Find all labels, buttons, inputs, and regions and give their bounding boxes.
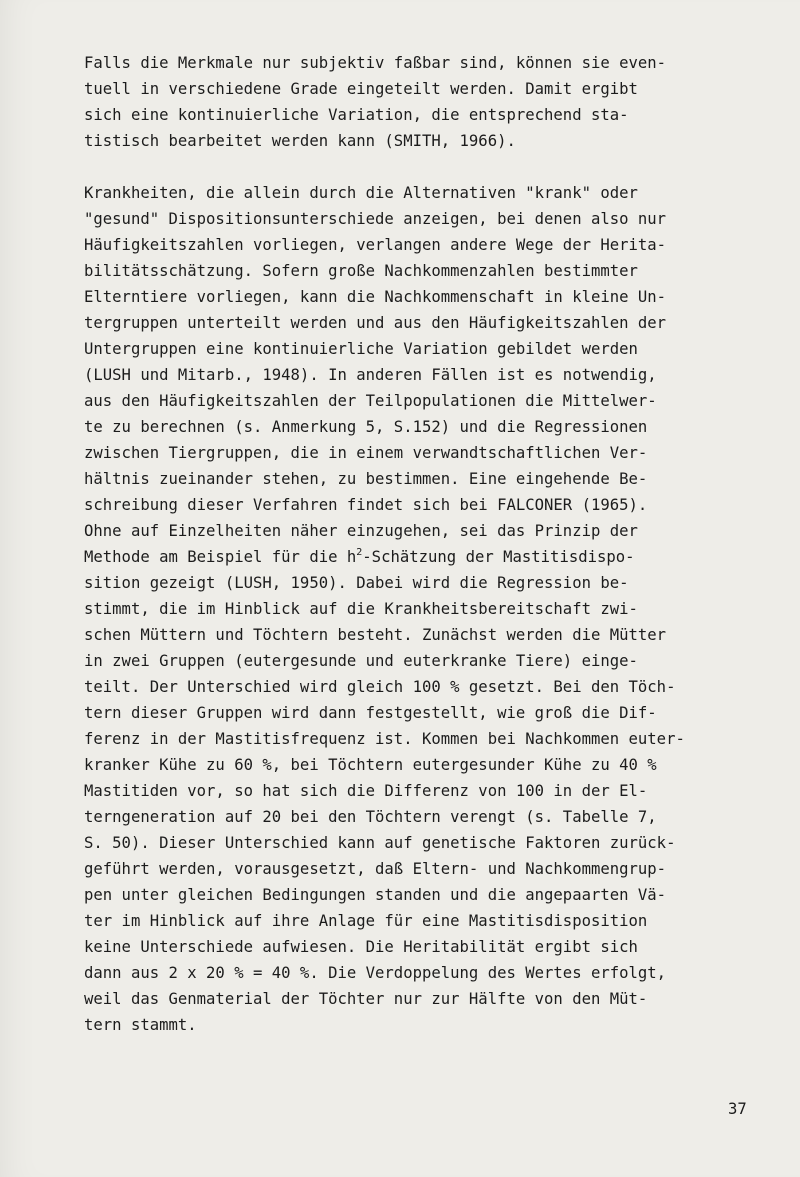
text-line: Ohne auf Einzelheiten näher einzugehen, sei das Prinzip der	[84, 522, 638, 540]
superscript-2: 2	[356, 547, 363, 558]
text-line-h2	[84, 544, 774, 570]
text-line: stimmt, die im Hinblick auf die Krankheitsbereitschaft zwi-	[84, 600, 638, 618]
text-line: Krankheiten, die allein durch die Alternativen "krank" oder	[84, 184, 638, 202]
text-line: Häufigkeitszahlen vorliegen, verlangen andere Wege der Herita-	[84, 236, 667, 254]
text-line: Untergruppen eine kontinuierliche Variation gebildet werden	[84, 340, 638, 358]
text-line: S. 50). Dieser Unterschied kann auf genetische Faktoren zurück-	[84, 834, 676, 852]
text-line: "gesund" Dispositionsunterschiede anzeigen, bei denen also nur	[84, 210, 667, 228]
text-line: te zu berechnen (s. Anmerkung 5, S.152) und die Regressionen	[84, 418, 648, 436]
text-line: dann aus 2 x 20 % = 40 %. Die Verdoppelung des Wertes erfolgt,	[84, 964, 667, 982]
text-line: teilt. Der Unterschied wird gleich 100 % gesetzt. Bei den Töch-	[84, 678, 676, 696]
text-line: tergruppen unterteilt werden und aus den Häufigkeitszahlen der	[84, 314, 667, 332]
text-line: kranker Kühe zu 60 %, bei Töchtern eutergesunder Kühe zu 40 %	[84, 756, 657, 774]
text-line: keine Unterschiede aufwiesen. Die Heritabilität ergibt sich	[84, 938, 638, 956]
text-line: aus den Häufigkeitszahlen der Teilpopulationen die Mittelwer-	[84, 392, 657, 410]
text-line: Elterntiere vorliegen, kann die Nachkommenschaft in kleine Un-	[84, 288, 667, 306]
text-line: terngeneration auf 20 bei den Töchtern verengt (s. Tabelle 7,	[84, 808, 657, 826]
text-line: weil das Genmaterial der Töchter nur zur Hälfte von den Müt-	[84, 990, 648, 1008]
text-line: ferenz in der Mastitisfrequenz ist. Kommen bei Nachkommen euter-	[84, 730, 685, 748]
text-line: ter im Hinblick auf ihre Anlage für eine Mastitisdisposition	[84, 912, 648, 930]
text-line: sich eine kontinuierliche Variation, die entsprechend sta-	[84, 106, 629, 124]
text-line: zwischen Tiergruppen, die in einem verwandtschaftlichen Ver-	[84, 444, 648, 462]
text-line: Falls die Merkmale nur subjektiv faßbar sind, können sie even-	[84, 54, 667, 72]
text-line: in zwei Gruppen (eutergesunde und euterkranke Tiere) einge-	[84, 652, 638, 670]
text-line: Mastitiden vor, so hat sich die Differenz von 100 in der El-	[84, 782, 648, 800]
text-line: hältnis zueinander stehen, zu bestimmen. Eine eingehende Be-	[84, 470, 648, 488]
text-line: geführt werden, vorausgesetzt, daß Eltern- und Nachkommengrup-	[84, 860, 667, 878]
h2-line-before: Methode am Beispiel für die h	[84, 548, 357, 566]
text-line: tern stammt.	[84, 1016, 197, 1034]
text-line: (LUSH und Mitarb., 1948). In anderen Fällen ist es notwendig,	[84, 366, 657, 384]
text-line: schen Müttern und Töchtern besteht. Zunächst werden die Mütter	[84, 626, 667, 644]
text-line: tern dieser Gruppen wird dann festgestellt, wie groß die Dif-	[84, 704, 657, 722]
page-number: 37	[728, 1100, 747, 1118]
paragraph-krankheiten	[84, 180, 774, 1038]
text-line: tuell in verschiedene Grade eingeteilt werden. Damit ergibt	[84, 80, 638, 98]
paragraph-merkmale	[84, 50, 774, 154]
h2-line-after: -Schätzung der Mastitisdispo-	[362, 548, 635, 566]
text-line: tistisch bearbeitet werden kann (SMITH, 1966).	[84, 132, 516, 150]
text-line: bilitätsschätzung. Sofern große Nachkommenzahlen bestimmter	[84, 262, 638, 280]
text-line: pen unter gleichen Bedingungen standen und die angepaarten Vä-	[84, 886, 667, 904]
text-line: sition gezeigt (LUSH, 1950). Dabei wird die Regression be-	[84, 574, 629, 592]
text-line: schreibung dieser Verfahren findet sich bei FALCONER (1965).	[84, 496, 648, 514]
